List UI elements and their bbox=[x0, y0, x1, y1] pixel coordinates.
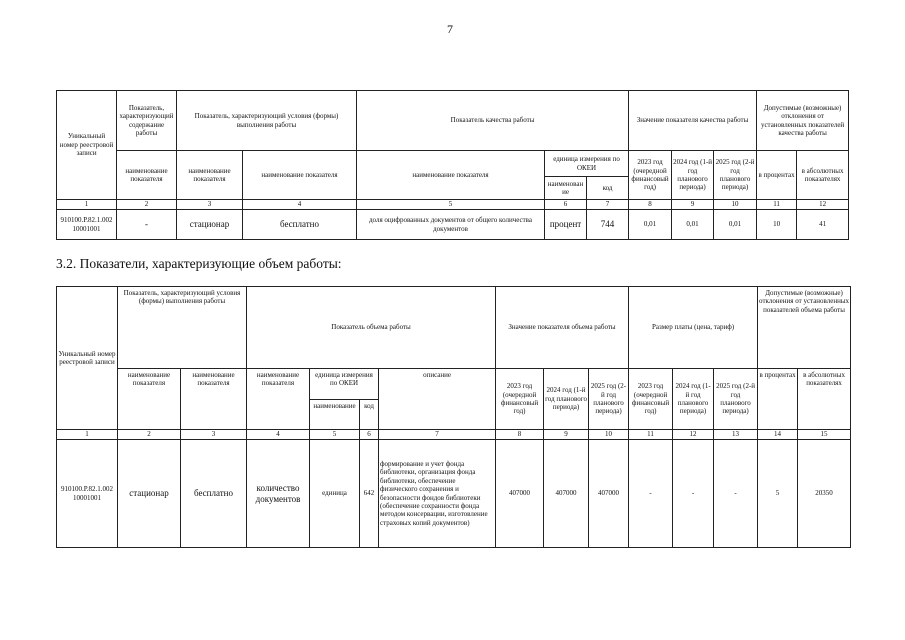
header-description: описание bbox=[379, 369, 496, 430]
work-description: формирование и учет фонда библиотеки, организация фонда библиотеки, обеспечение физического сохранения и безопасности фондов библиотеки (обеспечение сохранности фонда методом консервации, изготовление страховых копий документов) bbox=[379, 440, 496, 548]
column-number: 4 bbox=[243, 200, 357, 210]
column-number: 13 bbox=[714, 430, 758, 440]
section-heading: 3.2. Показатели, характеризующие объем работы: bbox=[56, 256, 342, 271]
header-okei-unit: единица измерения по ОКЕИ bbox=[310, 369, 379, 400]
header-fee-2023: 2023 год (очередной финансовый год) bbox=[629, 369, 673, 430]
header-registry-number: Уникальный номер реестровой записи bbox=[57, 287, 118, 430]
header-quality-values: Значение показателя качества работы bbox=[629, 91, 757, 151]
header-in-absolute: в абсолютных показателях bbox=[797, 151, 849, 200]
header-indicator-name: наименование показателя bbox=[118, 369, 181, 430]
header-okei-name: наименование bbox=[310, 400, 360, 430]
header-year-2025: 2025 год (2-й год планового периода) bbox=[714, 151, 757, 200]
indicator-name: доля оцифрованных документов от общего количества документов bbox=[357, 210, 545, 240]
unit-code: 642 bbox=[360, 440, 379, 548]
header-quality-indicator: Показатель качества работы bbox=[357, 91, 629, 151]
header-indicator-name: наименование показателя bbox=[247, 369, 310, 430]
value-2024: 0,01 bbox=[672, 210, 714, 240]
column-number: 7 bbox=[379, 430, 496, 440]
header-in-absolute: в абсолютных показателях bbox=[798, 369, 851, 430]
column-number: 8 bbox=[629, 200, 672, 210]
condition-value: стационар bbox=[118, 440, 181, 548]
header-in-percent: в процентах bbox=[757, 151, 797, 200]
condition-value: бесплатно bbox=[181, 440, 247, 548]
header-fee-2024: 2024 год (1-й год планового периода) bbox=[673, 369, 714, 430]
condition-value: бесплатно bbox=[243, 210, 357, 240]
table-row bbox=[57, 210, 849, 240]
header-indicator-name: наименование показателя bbox=[177, 151, 243, 200]
header-year-2024: 2024 год (1-й год планового периода) bbox=[544, 369, 589, 430]
value-2024: 407000 bbox=[544, 440, 589, 548]
unit-code: 744 bbox=[587, 210, 629, 240]
header-okei-name: наименован ие bbox=[545, 177, 587, 200]
column-number: 12 bbox=[673, 430, 714, 440]
header-volume-values: Значение показателя объема работы bbox=[496, 287, 629, 369]
unit-name: процент bbox=[545, 210, 587, 240]
indicator-name: количество документов bbox=[247, 440, 310, 548]
deviation-absolute: 20350 bbox=[798, 440, 851, 548]
header-okei-code: код bbox=[360, 400, 379, 430]
value-2025: 0,01 bbox=[714, 210, 757, 240]
header-conditions-indicator: Показатель, характеризующий условия (формы) выполнения работы bbox=[177, 91, 357, 151]
fee-2024: - bbox=[673, 440, 714, 548]
header-volume-indicator: Показатель объема работы bbox=[247, 287, 496, 369]
column-number: 3 bbox=[181, 430, 247, 440]
deviation-absolute: 41 bbox=[797, 210, 849, 240]
header-allowed-deviations: Допустимые (возможные) отклонения от установленных показателей объема работы bbox=[758, 287, 851, 369]
fee-2023: - bbox=[629, 440, 673, 548]
registry-number: 910100.Р.82.1.002 10001001 bbox=[57, 440, 118, 548]
header-indicator-name: наименование показателя bbox=[181, 369, 247, 430]
header-okei-unit: единица измерения по ОКЕИ bbox=[545, 151, 629, 177]
registry-number: 910100.Р.82.1.002 10001001 bbox=[57, 210, 117, 240]
column-number: 5 bbox=[310, 430, 360, 440]
header-indicator-name: наименование показателя bbox=[117, 151, 177, 200]
content-value: - bbox=[117, 210, 177, 240]
column-number: 2 bbox=[117, 200, 177, 210]
column-number: 9 bbox=[544, 430, 589, 440]
unit-name: единица bbox=[310, 440, 360, 548]
fee-2025: - bbox=[714, 440, 758, 548]
column-number: 6 bbox=[360, 430, 379, 440]
column-number: 15 bbox=[798, 430, 851, 440]
column-number: 7 bbox=[587, 200, 629, 210]
header-conditions-indicator: Показатель, характеризующий условия (формы) выполнения работы bbox=[118, 287, 247, 369]
value-2023: 0,01 bbox=[629, 210, 672, 240]
header-year-2023: 2023 год (очередной финансовый год) bbox=[629, 151, 672, 200]
deviation-percent: 10 bbox=[757, 210, 797, 240]
column-number: 12 bbox=[797, 200, 849, 210]
quality-indicators-table bbox=[56, 90, 849, 240]
column-number: 11 bbox=[629, 430, 673, 440]
column-number: 14 bbox=[758, 430, 798, 440]
column-number: 5 bbox=[357, 200, 545, 210]
value-2025: 407000 bbox=[589, 440, 629, 548]
header-year-2025: 2025 год (2-й год планового периода) bbox=[589, 369, 629, 430]
header-fee-2025: 2025 год (2-й год планового периода) bbox=[714, 369, 758, 430]
column-number: 6 bbox=[545, 200, 587, 210]
column-number: 8 bbox=[496, 430, 544, 440]
column-number: 11 bbox=[757, 200, 797, 210]
header-content-indicator: Показатель, характеризующий содержание работы bbox=[117, 91, 177, 151]
column-number: 1 bbox=[57, 200, 117, 210]
value-2023: 407000 bbox=[496, 440, 544, 548]
deviation-percent: 5 bbox=[758, 440, 798, 548]
table-row bbox=[57, 440, 851, 548]
column-number: 10 bbox=[714, 200, 757, 210]
page-number: 7 bbox=[447, 22, 453, 36]
column-number: 9 bbox=[672, 200, 714, 210]
column-number: 1 bbox=[57, 430, 118, 440]
condition-value: стационар bbox=[177, 210, 243, 240]
column-number: 2 bbox=[118, 430, 181, 440]
header-allowed-deviations: Допустимые (возможные) отклонения от установленных показателей качества работы bbox=[757, 91, 849, 151]
column-number: 4 bbox=[247, 430, 310, 440]
header-year-2024: 2024 год (1-й год планового периода) bbox=[672, 151, 714, 200]
volume-indicators-table bbox=[56, 286, 851, 548]
header-in-percent: в процентах bbox=[758, 369, 798, 430]
column-number: 3 bbox=[177, 200, 243, 210]
header-indicator-name: наименование показателя bbox=[243, 151, 357, 200]
header-fee: Размер платы (цена, тариф) bbox=[629, 287, 758, 369]
column-number: 10 bbox=[589, 430, 629, 440]
header-indicator-name: наименование показателя bbox=[357, 151, 545, 200]
header-year-2023: 2023 год (очередной финансовый год) bbox=[496, 369, 544, 430]
header-registry-number: Уникальный номер реестровой записи bbox=[57, 91, 117, 200]
header-okei-code: код bbox=[587, 177, 629, 200]
